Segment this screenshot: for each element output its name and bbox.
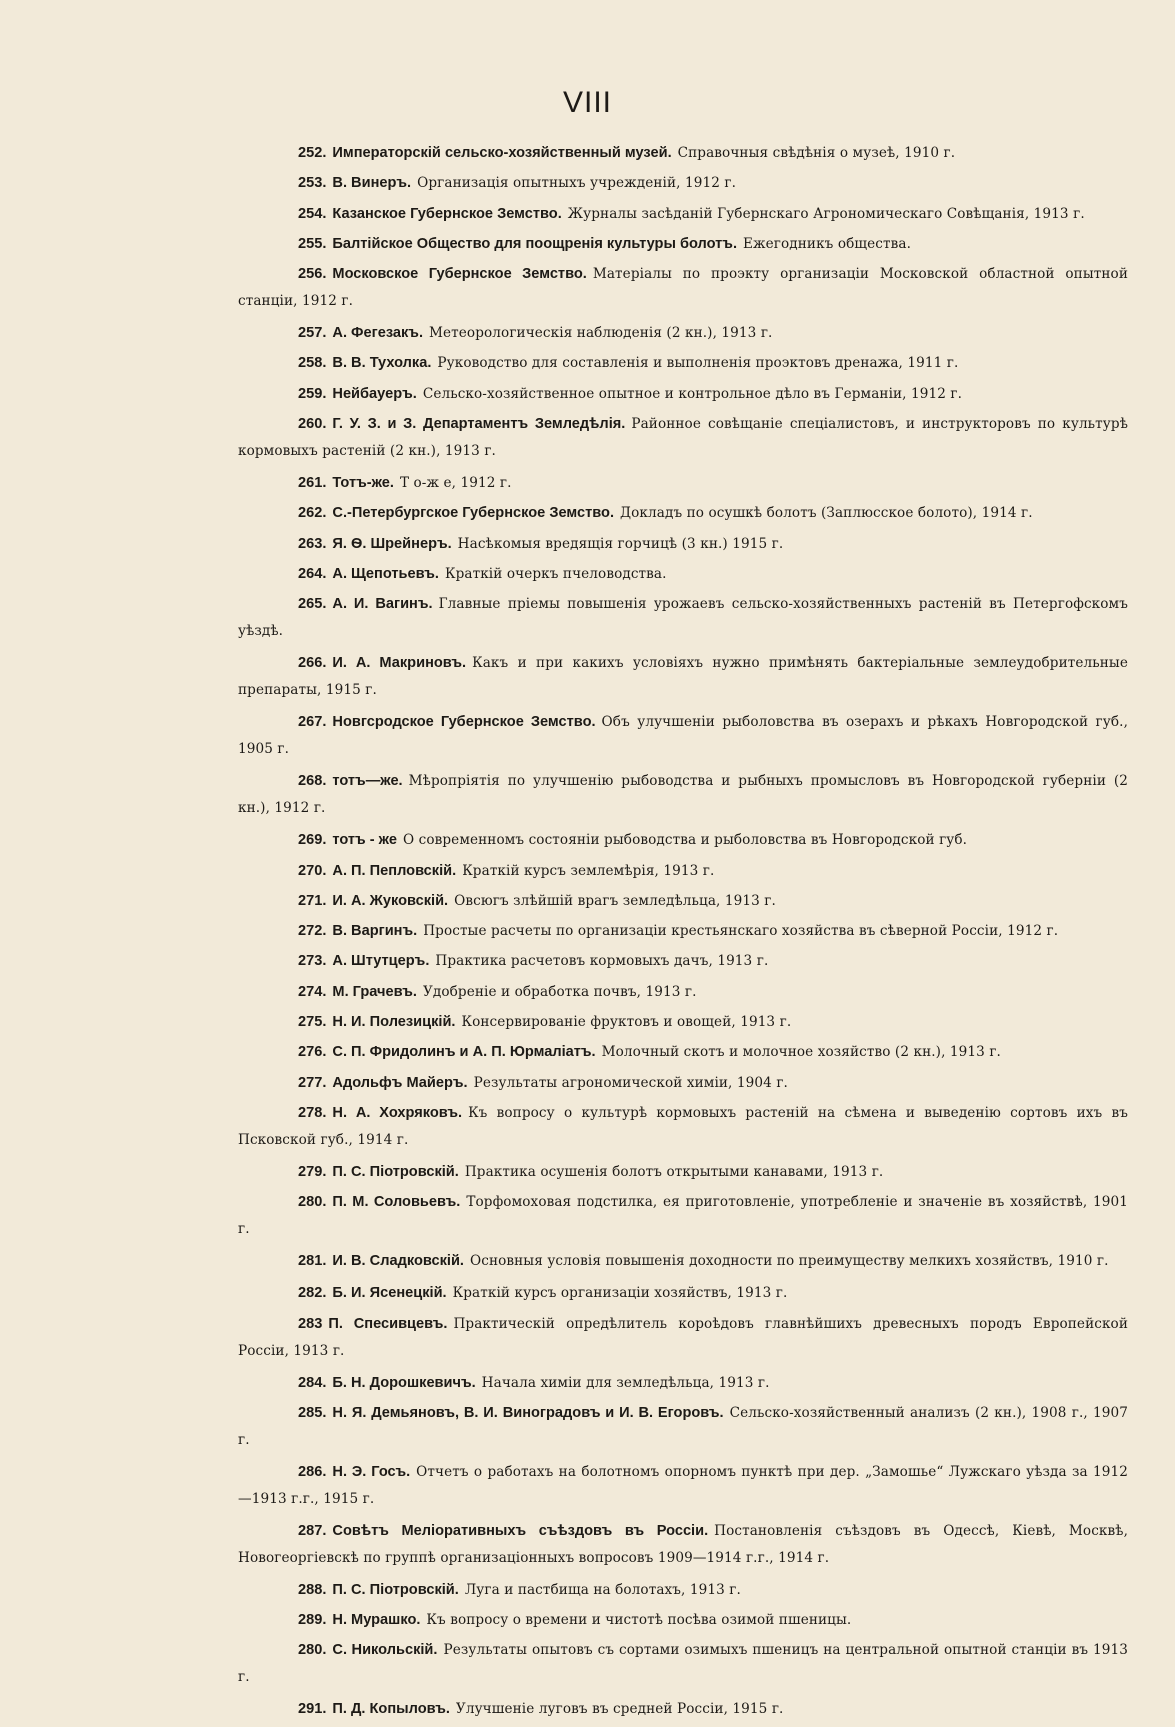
entry-author: Б. И. Ясенецкій.: [332, 1285, 447, 1302]
bibliography-entry: [238, 827, 1128, 854]
entry-author: Н. Я. Демьяновъ, В. И. Виноградовъ и И. В. Егоровъ.: [332, 1404, 724, 1421]
entry-author: С. П. Фридолинъ и А. П. Юрмаліатъ.: [332, 1044, 596, 1061]
entry-title: Удобреніе и обработка почвъ, 1913 г.: [422, 983, 697, 1000]
entry-author: А. П. Пепловскій.: [332, 862, 457, 879]
bibliography-entry: [238, 561, 1128, 588]
entry-title: Матеріалы по проэкту организаціи Московской областной опытной станціи, 1912 г.: [238, 266, 1128, 310]
entry-title: Основныя условія повышенія доходности по преимуществу мелкихъ хозяйствъ, 1910 г.: [469, 1253, 1109, 1270]
entry-author: И. А. Макриновъ.: [332, 655, 467, 672]
bibliography-entry: [238, 170, 1128, 197]
entry-title: Т о-ж е, 1912 г.: [399, 475, 512, 492]
entry-title: Практическій опредѣлитель короѣдовъ главнѣйшихъ древесныхъ породъ Европейской Россіи, 1913 г.: [238, 1315, 1128, 1359]
entry-title: Мѣропріятія по улучшенію рыбоводства и рыбныхъ промысловъ въ Новгородской губерніи (2 кн.), 1912 г.: [238, 773, 1128, 817]
entry-number: 269.: [298, 832, 327, 849]
entry-title: Справочныя свѣдѣнія о музеѣ, 1910 г.: [677, 145, 956, 161]
entry-title: Насѣкомыя вредящія горчицѣ (3 кн.) 1915 г.: [457, 535, 784, 552]
entry-title: Руководство для составленія и выполненія проэктовъ дренажа, 1911 г.: [437, 355, 959, 372]
entry-number: 263.: [298, 535, 327, 552]
entry-number: 282.: [298, 1285, 327, 1302]
entry-author: Московское Губернское Земство.: [332, 266, 587, 283]
entry-title: Сельско-хозяйственный анализъ (2 кн.), 1908 г., 1907 г.: [238, 1404, 1128, 1448]
bibliography-entry: [238, 350, 1128, 377]
entry-author: В. В. Тухолка.: [332, 355, 432, 372]
entry-number: 262.: [298, 505, 327, 522]
bibliography-entry: [238, 201, 1128, 228]
entry-number: 252.: [298, 145, 327, 161]
entry-number: 278.: [298, 1104, 327, 1121]
entry-title: Сельско-хозяйственное опытное и контрольное дѣло въ Германіи, 1912 г.: [422, 385, 963, 402]
bibliography-entry: [238, 1100, 1128, 1154]
entry-number: 275.: [298, 1014, 327, 1031]
entry-author: Г. У. З. и З. Департаментъ Земледѣлія.: [332, 416, 626, 433]
entry-number: 284.: [298, 1374, 327, 1391]
bibliography-entry: [238, 591, 1128, 645]
entry-author: тотъ - же: [332, 832, 397, 849]
entry-title: Результаты агрономической химіи, 1904 г.: [473, 1074, 788, 1091]
entry-number: 285.: [298, 1404, 327, 1421]
entry-title: Краткій курсъ организаціи хозяйствъ, 1913 г.: [452, 1285, 788, 1302]
entry-number: 256.: [298, 266, 327, 283]
entry-title: Докладъ по осушкѣ болотъ (Заплюсское болото), 1914 г.: [620, 505, 1033, 522]
entry-title: Метеорологическія наблюденія (2 кн.), 1913 г.: [429, 325, 773, 342]
bibliography-entry: [238, 261, 1128, 315]
bibliography-entry: [238, 1311, 1128, 1365]
entry-author: В. Варгинъ.: [332, 923, 418, 940]
bibliography-entry: [238, 470, 1128, 497]
entry-title: Овсюгъ злѣйшій врагъ земледѣльца, 1913 г.: [454, 892, 776, 909]
bibliography-entry: [238, 531, 1128, 558]
entry-number: 280.: [298, 1194, 327, 1211]
entry-number: 273.: [298, 953, 327, 970]
entry-number: 291.: [298, 1701, 327, 1718]
entry-number: 280.: [298, 1642, 327, 1659]
entry-number: 283: [298, 1315, 323, 1332]
entry-title: Какъ и при какихъ условіяхъ нужно примѣнять бактеріальные землеудобрительные препараты, 1915 г.: [238, 655, 1128, 699]
entry-title: Начала химіи для земледѣльца, 1913 г.: [481, 1374, 770, 1391]
entry-author: Казанское Губернское Земство.: [332, 205, 562, 222]
entry-author: В. Винеръ.: [332, 175, 412, 192]
bibliography-entry: [238, 1577, 1128, 1604]
entry-author: Н. И. Полезицкій.: [332, 1014, 456, 1031]
bibliography-entry: [238, 1039, 1128, 1066]
bibliography-entry: [238, 1070, 1128, 1097]
entry-title: Краткій очеркъ пчеловодства.: [444, 565, 667, 582]
entry-title: Объ улучшеніи рыболовства въ озерахъ и рѣкахъ Новгородской губ., 1905 г.: [238, 714, 1128, 758]
bibliography-entry: [238, 500, 1128, 527]
bibliography-entry: [238, 918, 1128, 945]
entry-title: Практика осушенія болотъ открытыми канавами, 1913 г.: [464, 1163, 884, 1180]
bibliography-entry: [238, 1518, 1128, 1572]
bibliography-entry: [238, 1248, 1128, 1275]
entry-number: 288.: [298, 1581, 327, 1598]
entry-number: 271.: [298, 892, 327, 909]
entry-title: Постановленія съѣздовъ въ Одессѣ, Кіевѣ, Москвѣ, Новогеоргіевскѣ по группѣ организаціонныхъ вопросовъ 1909—1914 г.г., 1914 г.: [238, 1522, 1128, 1566]
bibliography-entry: [238, 1607, 1128, 1634]
entry-number: 281.: [298, 1253, 327, 1270]
entry-title: Районное совѣщаніе спеціалистовъ, и инструкторовъ по культурѣ кормовыхъ растеній (2 кн.), 1913 г.: [238, 416, 1128, 460]
entry-number: 272.: [298, 923, 327, 940]
entry-number: 265.: [298, 596, 327, 613]
entry-author: А. Штутцеръ.: [332, 953, 430, 970]
entry-number: 274.: [298, 983, 327, 1000]
entry-number: 254.: [298, 205, 327, 222]
bibliography-entry: [238, 1159, 1128, 1186]
entry-number: 258.: [298, 355, 327, 372]
entry-author: Совѣтъ Меліоративныхъ съѣздовъ въ Россіи.: [332, 1522, 709, 1539]
bibliography-entry: [238, 650, 1128, 704]
entry-number: 277.: [298, 1074, 327, 1091]
entry-author: А. Щепотьевъ.: [332, 565, 439, 582]
entry-number: 261.: [298, 475, 327, 492]
entry-number: 268.: [298, 773, 327, 790]
bibliography-entry: [238, 231, 1128, 258]
bibliography-entry: [238, 1370, 1128, 1397]
entry-title: О современномъ состояніи рыбоводства и рыболовства въ Новгородской губ.: [402, 832, 968, 849]
entry-author: Я. Ѳ. Шрейнеръ.: [332, 535, 452, 552]
entry-title: Торфомоховая подстилка, ея приготовленіе, употребленіе и значеніе въ хозяйствѣ, 1901 г.: [238, 1194, 1128, 1238]
entry-number: 279.: [298, 1163, 327, 1180]
bibliography-entry: [238, 768, 1128, 822]
bibliography-entry: [238, 948, 1128, 975]
entry-title: Молочный скотъ и молочное хозяйство (2 кн.), 1913 г.: [601, 1044, 1001, 1061]
bibliography-list: [238, 140, 1128, 1727]
entry-title: Практика расчетовъ кормовыхъ дачъ, 1913 г.: [435, 953, 769, 970]
entry-title: Журналы засѣданій Губернскаго Агрономическаго Совѣщанія, 1913 г.: [567, 205, 1085, 222]
entry-title: Краткій курсъ землемѣрія, 1913 г.: [462, 862, 715, 879]
entry-number: 257.: [298, 325, 327, 342]
entry-number: 259.: [298, 385, 327, 402]
bibliography-entry: [238, 1637, 1128, 1691]
entry-author: С. Никольскій.: [332, 1642, 438, 1659]
bibliography-entry: [238, 858, 1128, 885]
entry-author: Балтійское Общество для поощренія культуры болотъ.: [332, 235, 738, 252]
entry-title: Главные пріемы повышенія урожаевъ сельско-хозяйственныхъ растеній въ Петергофскомъ уѣздѣ.: [238, 596, 1128, 640]
bibliography-entry: [238, 381, 1128, 408]
page-number: VIII: [562, 86, 612, 119]
entry-title: Отчетъ о работахъ на болотномъ опорномъ пунктѣ при дер. „Замошье“ Лужскаго уѣзда за 1912—1913 г.г., 1915 г.: [238, 1463, 1128, 1507]
entry-number: 270.: [298, 862, 327, 879]
bibliography-entry: [238, 140, 1128, 167]
entry-author: тотъ—же.: [332, 773, 403, 790]
entry-author: М. Грачевъ.: [332, 983, 417, 1000]
entry-author: Императорскій сельско-хозяйственный музей.: [332, 145, 672, 161]
entry-number: 276.: [298, 1044, 327, 1061]
entry-author: Н. А. Хохряковъ.: [332, 1104, 463, 1121]
bibliography-entry: [238, 320, 1128, 347]
bibliography-entry: [238, 1189, 1128, 1243]
bibliography-entry: [238, 411, 1128, 465]
entry-author: П. Спесивцевъ.: [328, 1315, 448, 1332]
entry-author: Адольфъ Майеръ.: [332, 1074, 468, 1091]
entry-number: 289.: [298, 1612, 327, 1629]
bibliography-entry: [238, 1696, 1128, 1723]
entry-author: П. С. Піотровскій.: [332, 1163, 459, 1180]
entry-author: А. Фегезакъ.: [332, 325, 423, 342]
entry-author: Н. Э. Госъ.: [332, 1463, 411, 1480]
bibliography-entry: [238, 888, 1128, 915]
bibliography-entry: [238, 1400, 1128, 1454]
entry-author: П. Д. Копыловъ.: [332, 1701, 450, 1718]
entry-title: Къ вопросу о культурѣ кормовыхъ растеній на сѣмена и выведенію сортовъ ихъ въ Псковской губ., 1914 г.: [238, 1104, 1128, 1148]
entry-number: 255.: [298, 235, 327, 252]
entry-title: Ежегодникъ общества.: [743, 235, 912, 252]
entry-author: П. С. Піотровскій.: [332, 1581, 459, 1598]
entry-title: Результаты опытовъ съ сортами озимыхъ пшеницъ на центральной опытной станціи въ 1913 г.: [238, 1642, 1128, 1686]
entry-author: П. М. Соловьевъ.: [332, 1194, 461, 1211]
bibliography-entry: [238, 709, 1128, 763]
entry-author: И. В. Сладковскій.: [332, 1253, 464, 1270]
bibliography-entry: [238, 1009, 1128, 1036]
entry-title: Къ вопросу о времени и чистотѣ посѣва озимой пшеницы.: [426, 1612, 852, 1629]
bibliography-entry: [238, 1280, 1128, 1307]
entry-title: Консервированіе фруктовъ и овощей, 1913 г.: [461, 1014, 792, 1031]
bibliography-entry: [238, 979, 1128, 1006]
entry-number: 266.: [298, 655, 327, 672]
entry-number: 286.: [298, 1463, 327, 1480]
entry-number: 260.: [298, 416, 327, 433]
entry-author: Новгсродское Губернское Земство.: [332, 714, 596, 731]
entry-author: Б. Н. Дорошкевичъ.: [332, 1374, 476, 1391]
bibliography-entry: [238, 1459, 1128, 1513]
entry-number: 267.: [298, 714, 327, 731]
entry-title: Луга и пастбища на болотахъ, 1913 г.: [464, 1581, 741, 1598]
entry-author: Тотъ-же.: [332, 475, 394, 492]
entry-number: 287.: [298, 1522, 327, 1539]
entry-number: 253.: [298, 175, 327, 192]
entry-author: Нейбауеръ.: [332, 385, 417, 402]
entry-title: Организація опытныхъ учрежденій, 1912 г.: [417, 175, 737, 192]
entry-author: С.-Петербургское Губернское Земство.: [332, 505, 614, 522]
entry-number: 264.: [298, 565, 327, 582]
entry-author: И. А. Жуковскій.: [332, 892, 449, 909]
entry-title: Простые расчеты по организаціи крестьянскаго хозяйства въ сѣверной Россіи, 1912 г.: [423, 923, 1059, 940]
entry-title: Улучшеніе луговъ въ средней Россіи, 1915 г.: [455, 1701, 784, 1718]
entry-author: А. И. Вагинъ.: [332, 596, 433, 613]
entry-author: Н. Мурашко.: [332, 1612, 421, 1629]
